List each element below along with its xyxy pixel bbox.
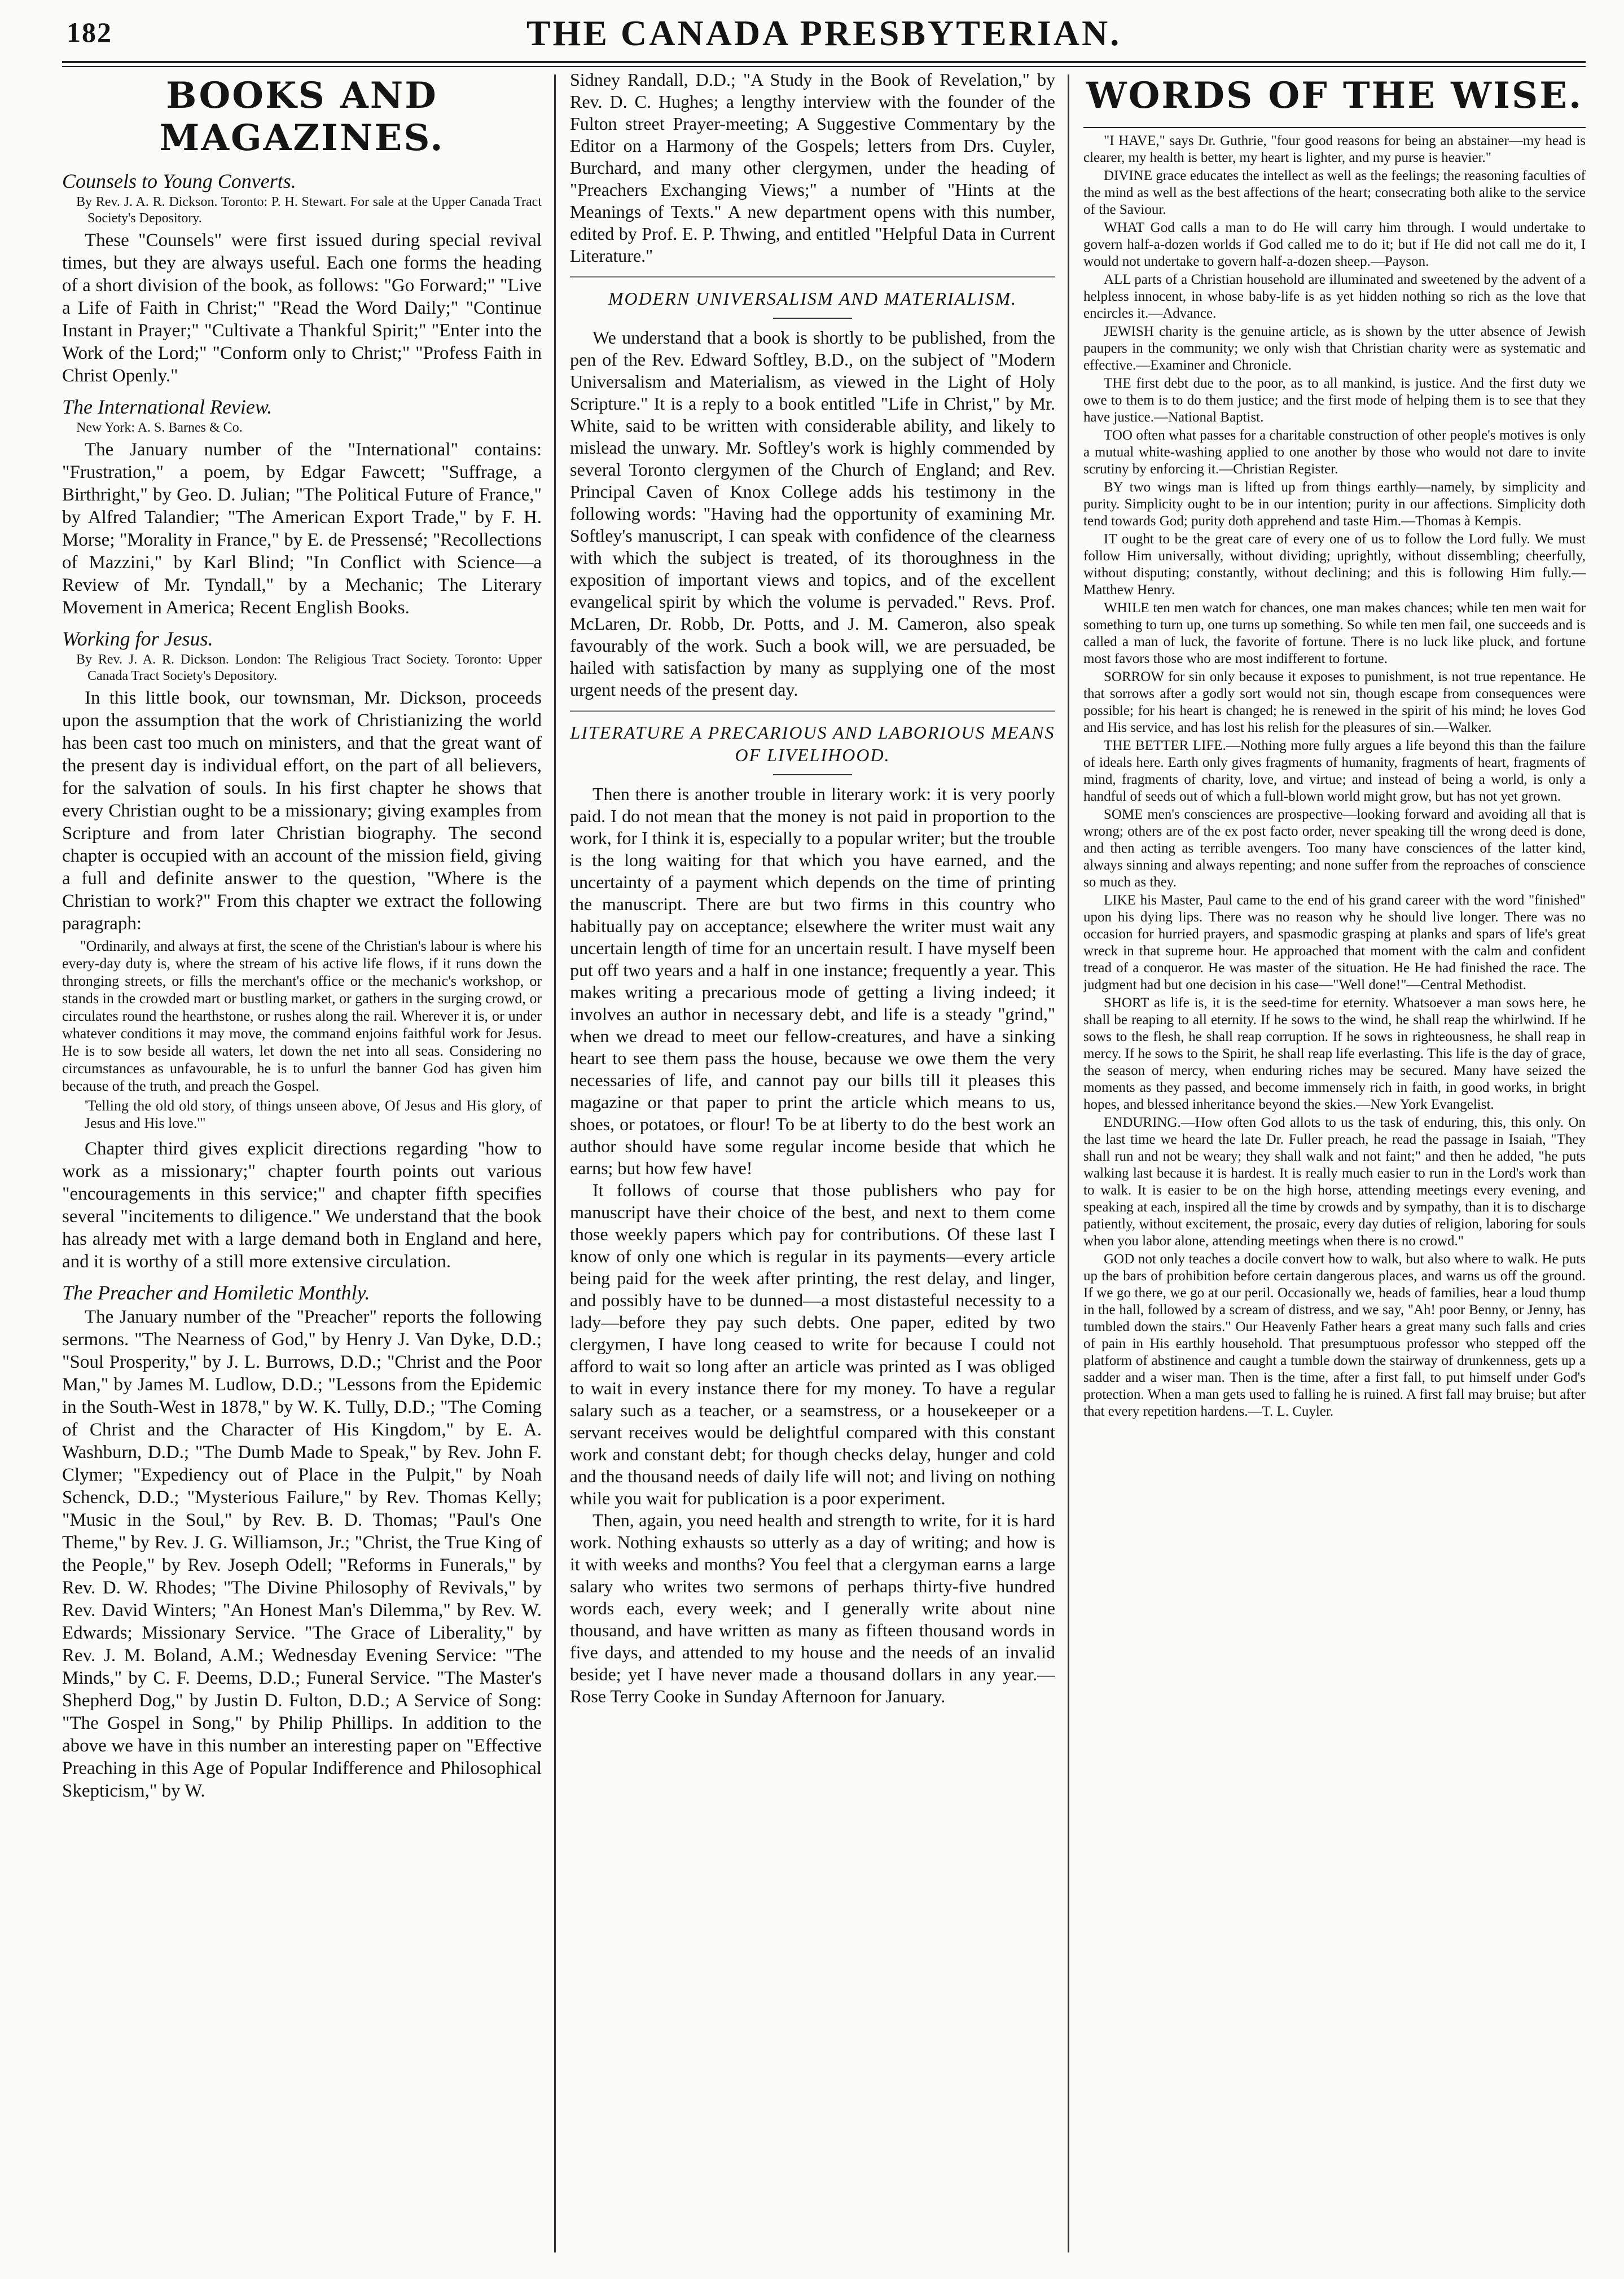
column-books-and-magazines <box>62 69 542 2252</box>
item-body: Chapter third gives explicit directions regarding "how to work as a missionary;" chapter fourth points out various "encouragements in this service;" and chapter fifth specifies several "incitements to diligence." We understand that the book has already met with a large demand both in England and here, and it is worthy of a still more extensive circulation. <box>62 1139 542 1272</box>
saying: SHORT as life is, it is the seed-time for eternity. Whatsoever a man sows here, he shall be reaping to all eternity. If he sows to the wind, he shall reap the whirlwind. If he sows to the flesh, he shall reap corruption. If he sows in righteousness, he shall reap in mercy. If he sows to the Spirit, he shall reap life everlasting. This life is the day of grace, the season of mercy, when enduring riches may be secured. Many have seized the moments as they passed, and become immensely rich in faith, in good works, in bright hopes, and blessed inheritance beyond the skies.—New York Evangelist. <box>1083 995 1586 1112</box>
masthead-rule-thin <box>62 66 1586 67</box>
columns <box>62 69 1586 2252</box>
article-body: It follows of course that those publishers who pay for manuscript have their choice of the best, and next to them come those weekly papers which pay for contributions. Of these last I know of only one which is regular in its payments—every article being paid for the week after printing, the rest delay, and linger, and possibly have to be dunned—a most distasteful necessity to a lady—before they pay such debts. One paper, edited by two clergymen, I have long ceased to write for because I could not afford to wait so long after an article was printed as I was obliged to wait in every instance there for my money. To have a regular salary such as a teacher, or a seamstress, or a housekeeper or a servant receives would be delightful compared with this constant work and constant debt; for though checks delay, hunger and cold and the thousand needs of daily life will not; and living on nothing while you wait for publication is a poor experiment. <box>570 1180 1055 1508</box>
item-body: These "Counsels" were first issued during special revival times, but they are always useful. Each one forms the heading of a short division of the book, as follows: "Go Forward;" "Live a Life of Faith in Christ;" "Read the Word Daily;" "Continue Instant in Prayer;" "Cultivate a Thankful Spirit;" "Enter into the Work of the Lord;" "Conform only to Christ;" "Profess Faith in Christ Openly." <box>62 230 542 386</box>
page-number: 182 <box>67 16 112 48</box>
saying: WHAT God calls a man to do He will carry him through. I would undertake to govern half-a-dozen worlds if God called me to do it; but if He did not call me do it, I would not undertake to govern half-a-dozen sheep.—Payson. <box>1083 220 1586 269</box>
section-heading: WORDS OF THE WISE. <box>1086 74 1583 117</box>
block-quote: "Ordinarily, and always at first, the scene of the Christian's labour is where his every-day duty is, where the stream of his active life flows, if it runs down the thronging streets, or fills the merchant's office or the mechanic's workshop, or stands in the crowded mart or bustling market, or gathers in the surging crowd, or circulates round the hearthstone, or rushes along the rail. Wherever it is, or under whatever conditions it may move, the command enjoins faithful work for Jesus. He is to sow beside all waters, let down the net into all seas. Considering no circumstances as unfavourable, he is to unfurl the banner God has given him because of the truth, and preach the Gospel. <box>62 938 542 1094</box>
title-rule <box>773 318 852 319</box>
saying: "I HAVE," says Dr. Guthrie, "four good reasons for being an abstainer—my head is clearer, my health is better, my heart is lighter, and my purse is heavier." <box>1083 133 1586 165</box>
heading-rule <box>1083 127 1586 128</box>
saying: GOD not only teaches a docile convert how to walk, but also where to walk. He puts up the bars of prohibition before certain dangerous places, and warns us off the ground. If we go there, we go at our peril. Occasionally we, heads of families, hear a loud thump in the hall, followed by a scream of distress, and we say, "Ah! poor Benny, or Jenny, has tumbled down the stairs." Our Heavenly Father hears a great many such falls and cries of pain in His earthly household. That presumptuous professor who stepped off the platform of abstinence and caught a tumble down the stairway of drunkenness, gets up a sadder and a wiser man. Then is the time, after a first fall, to put himself under God's protection. When a man gets used to falling he is ruined. A first fall may bruise; but after that every repetition hardens.—T. L. Cuyler. <box>1083 1252 1586 1419</box>
continued-text: Sidney Randall, D.D.; "A Study in the Book of Revelation," by Rev. D. C. Hughes; a lengthy interview with the founder of the Fulton street Prayer-meeting; A Suggestive Commentary by the Editor on a Harmony of the Gospels; letters from Drs. Cuyler, Burchard, and many other clergymen, under the heading of "Preachers Exchanging Views;" a number of "Hints at the Meanings of Texts." A new department opens with this number, edited by Prof. E. P. Thwing, and entitled "Helpful Data in Current Literature." <box>570 69 1055 266</box>
article-body: Then, again, you need health and strength to write, for it is hard work. Nothing exhausts so utterly as a day of writing; and how is it with weeks and months? You feel that a clergyman earns a large salary who writes two sermons of perhaps thirty-five hundred words each, every week; and I generally write about nine thousand, and have written as many as fifteen thousand words in five days, and attended to my house and the needs of an invalid beside; yet I have never made a thousand dollars in any year.—Rose Terry Cooke in Sunday Afternoon for January. <box>570 1510 1055 1706</box>
article-body: Then there is another trouble in literary work: it is very poorly paid. I do not mean that the money is not paid in proportion to the work, for I think it is, especially to a popular writer; but the trouble is the long waiting for that which you have earned, and the uncertainty of a payment which depends on the time of printing the manuscript. There are but two firms in this country who habitually pay on acceptance; elsewhere the writer must wait any uncertain length of time for an uncertain result. I have myself been put off two years and a half in one instance; frequently a year. This makes writing a precarious mode of getting a living indeed; it involves an author in necessary debt, and life is a steady "grind," when we dread to meet our fellow-creatures, and have a sinking heart to see them pass the house, because we owe them the very necessaries of life, and cannot pay our bills till it pleases this magazine or that paper to print the article which means to us, shoes, or potatoes, or flour! To be at liberty to do the best work an author should have some regular income beside that which he earns; but how few have! <box>570 784 1055 1178</box>
newspaper-page <box>62 12 1586 2264</box>
column-words-of-the-wise <box>1083 69 1586 2252</box>
saying: THE BETTER LIFE.—Nothing more fully argues a life beyond this than the failure of ideals here. Earth only gives fragments of humanity, fragments of heart, fragments of mind, fragments of charity, love, and virtue; and instead of being a world, is only a handful of seeds out of which a full-blown world might grow, but has not yet grown. <box>1083 738 1586 804</box>
saying: ALL parts of a Christian household are illuminated and sweetened by the advent of a helpless innocent, in whose baby-life is as yet hidden nothing so rich as the love that encircles it.—Advance. <box>1083 272 1586 321</box>
verse-quote: 'Telling the old old story, of things unseen above, Of Jesus and His glory, of Jesus and His love.'" <box>85 1097 542 1131</box>
saying: BY two wings man is lifted up from things earthly—namely, by simplicity and purity. Simplicity ought to be in our intention; purity in our affections. Simplicity doth tend towards God; purity doth apprehend and taste Him.—Thomas à Kempis. <box>1083 480 1586 529</box>
title-rule <box>773 774 852 775</box>
item-imprint: New York: A. S. Barnes & Co. <box>76 420 243 435</box>
item-imprint: By Rev. J. A. R. Dickson. Toronto: P. H. Stewart. For sale at the Upper Canada Tract Society's Depository. <box>76 195 542 226</box>
article-separator <box>570 710 1055 714</box>
item-title: Working for Jesus. <box>62 627 213 650</box>
newspaper-title: THE CANADA PRESBYTERIAN. <box>526 13 1122 53</box>
column-divider <box>554 74 556 2252</box>
article-title: MODERN UNIVERSALISM AND MATERIALISM. <box>608 288 1017 309</box>
saying: SORROW for sin only because it exposes to punishment, is not true repentance. He that sorrows after a godly sort would not sin, though escape from consequences were possible; for his heart is changed; he is renewed in the spirit of his mind; he loves God and His service, and has lost his relish for the pleasures of sin.—Walker. <box>1083 669 1586 735</box>
article-separator <box>570 276 1055 280</box>
item-title: The Preacher and Homiletic Monthly. <box>62 1281 370 1304</box>
saying: LIKE his Master, Paul came to the end of his grand career with the word "finished" upon his dying lips. There was no reason why he should live longer. There was no occasion for hurried prayers, and spasmodic grasping at planks and spars of life's great wreck in that supreme hour. He approached that moment with the calm and confident tread of a conqueror. He was master of the situation. He He had finished the race. The judgment had but one decision in his case—"Well done!"—Central Methodist. <box>1083 893 1586 993</box>
saying: ENDURING.—How often God allots to us the task of enduring, this, this only. On the last time we heard the late Dr. Fuller preach, he read the passage in Isaiah, "They shall run and not be weary; they shall walk and not faint;" and then he added, "he puts walking last because it is hardest. It is really much easier to run in the Lord's work than to walk. It is easier to be on the high horse, attending meetings every evening, and speaking at each, inspired all the time by crowds and by sympathy, than it is to discharge patiently, without excitement, the prosaic, every day duties of religion, laboring for souls when you labor alone, attending meetings when there is no crowd." <box>1083 1115 1586 1249</box>
section-heading: BOOKS AND MAGAZINES. <box>159 74 445 159</box>
masthead-rule <box>62 61 1586 63</box>
saying: WHILE ten men watch for chances, one man makes chances; while ten men wait for something to turn up, one turns up something. So while ten men fail, one succeeds and is called a man of luck, the favorite of fortune. There is no luck like pluck, and fortune most favors those who are most indifferent to fortune. <box>1083 600 1586 666</box>
saying: IT ought to be the great care of every one of us to follow the Lord fully. We must follow Him universally, without dividing; uprightly, without dissembling; cheerfully, without disputing; constantly, without declining; and this is following Him fully.—Matthew Henry. <box>1083 532 1586 598</box>
item-body: The January number of the "International" contains: "Frustration," a poem, by Edgar Fawcett; "Suffrage, a Birthright," by Geo. D. Julian; "The Political Future of France," by Alfred Talandier; "The American Export Trade," by F. H. Morse; "Morality in France," by E. de Pressensé; "Recollections of Mazzini," by Karl Blind; "In Conflict with Science—a Review of Mr. Tyndall," by a Mechanic; The Literary Movement in America; Recent English Books. <box>62 440 542 618</box>
saying: THE first debt due to the poor, as to all mankind, is justice. And the first duty we owe to them is to do them justice; and the first mode of helping them is to see that they have justice.—National Baptist. <box>1083 376 1586 425</box>
item-body: In this little book, our townsman, Mr. Dickson, proceeds upon the assumption that the work of Christianizing the world has been cast too much on ministers, and that the great want of the present day is individual effort, on the part of all believers, for the salvation of souls. In his first chapter he shows that every Christian ought to be a missionary; giving examples from Scripture and from later Christian biography. The second chapter is occupied with an account of the mission field, giving a full and definite answer to the question, "Where is the Christian to work?" From this chapter we extract the following paragraph: <box>62 688 542 934</box>
item-body: The January number of the "Preacher" reports the following sermons. "The Nearness of God," by Henry J. Van Dyke, D.D.; "Soul Prosperity," by J. L. Burrows, D.D.; "Christ and the Poor Man," by James M. Ludlow, D.D.; "Lessons from the Epidemic in the South-West in 1878," by W. K. Tully, D.D.; "The Coming of Christ and the Character of His Kingdom," by E. A. Washburn, D.D.; "The Dumb Made to Speak," by Rev. John F. Clymer; "Expediency out of Place in the Pulpit," by Noah Schenck, D.D.; "Mysterious Failure," by Rev. Thomas Kelly; "Music in the Soul," by Rev. B. D. Thomas; "Paul's One Theme," by Rev. J. G. Williamson, Jr.; "Christ, the True King of the People," by Rev. Joseph Odell; "Reforms in Funerals," by Rev. D. W. Rhodes; "The Divine Philosophy of Revivals," by Rev. David Winters; "An Honest Man's Dilemma," by Rev. W. Edwards; Missionary Service. "The Grace of Liberality," by Rev. J. M. Boland, A.M.; Wednesday Evening Service: "The Minds," by C. F. Deems, D.D.; Funeral Service. "The Master's Shepherd Dog," by Justin D. Fulton, D.D.; A Service of Song: "The Gospel in Song," by Philip Phillips. In addition to the above we have in this number an interesting paper on "Effective Preaching in this Age of Popular Indifference and Philosophical Skepticism," by W. <box>62 1307 542 1801</box>
saying: TOO often what passes for a charitable construction of other people's motives is only a mutual white-washing applied to one another by those who would not dare to invite scrutiny by enforcing it.—Christian Register. <box>1083 428 1586 477</box>
article-body: We understand that a book is shortly to be published, from the pen of the Rev. Edward Softley, B.D., on the subject of "Modern Universalism and Materialism, as viewed in the Light of Holy Scripture." It is a reply to a book entitled "Life in Christ," by Mr. White, said to be written with considerable ability, and likely to mislead the unwary. Mr. Softley's work is highly commended by several Toronto clergymen of the Church of England; and Rev. Principal Caven of Knox College adds his testimony in the following words: "Having had the opportunity of examining Mr. Softley's manuscript, I can speak with confidence of the clearness with which the subject is treated, of its thoroughness in the exposition of important views and topics, and of the excellent evangelical spirit by which the volume is pervaded." Revs. Prof. McLaren, Dr. Robb, Dr. Potts, and J. M. Cameron, also speak favourably of the work. Such a book will, we are persuaded, be hailed with satisfaction by many as supplying one of the most urgent needs of the present day. <box>570 327 1055 700</box>
article-title: LITERATURE A PRECARIOUS AND LABORIOUS MEANS OF LIVELIHOOD. <box>570 722 1055 765</box>
column-divider <box>1068 74 1069 2252</box>
saying: JEWISH charity is the genuine article, as is shown by the utter absence of Jewish paupers in the community; we only wish that Christian charity were as systematic and effective.—Examiner and Chronicle. <box>1083 324 1586 373</box>
item-title: The International Review. <box>62 396 273 418</box>
column-articles <box>570 69 1055 2252</box>
item-title: Counsels to Young Converts. <box>62 170 296 192</box>
saying: DIVINE grace educates the intellect as well as the feelings; the reasoning faculties of the mind as well as the best affections of the heart; consecrating both alike to the service of the Saviour. <box>1083 168 1586 217</box>
masthead <box>62 12 1586 58</box>
saying: SOME men's consciences are prospective—looking forward and avoiding all that is wrong; others are of the ex post facto order, never speaking till the wrong deed is done, and then acting as terrible avengers. Too many have consciences of the latter kind, always sinning and always repenting; and none suffer from the reproaches of conscience so much as they. <box>1083 807 1586 890</box>
item-imprint: By Rev. J. A. R. Dickson. London: The Religious Tract Society. Toronto: Upper Canada Tract Society's Depository. <box>76 652 542 683</box>
